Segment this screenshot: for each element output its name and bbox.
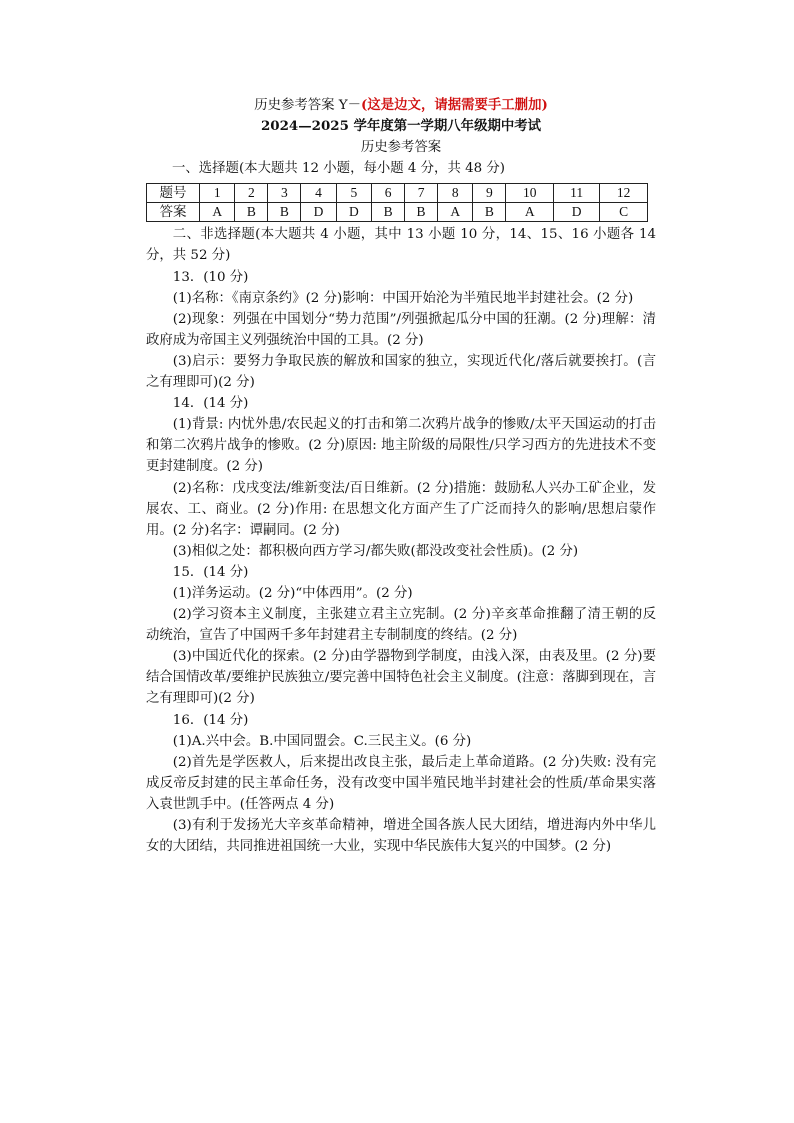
table-cell: D [336, 203, 371, 222]
q16-part1: (1)A.兴中会。B.中国同盟会。C.三民主义。(6 分) [172, 733, 472, 749]
table-cell: B [473, 203, 506, 222]
q14-title: 14．(14 分) [172, 396, 249, 412]
q16-title: 16．(14 分) [172, 712, 249, 728]
table-cell: B [268, 203, 301, 222]
q13-title: 13．(10 分) [172, 269, 249, 285]
q16-part3: (3)有利于发扬光大辛亥革命精神，增进全国各族人民大团结，增进海内外中华儿女的大团结，共同推进祖国统一大业，实现中华民族伟大复兴的中国梦。(2 分) [146, 818, 656, 855]
table-cell: D [554, 203, 600, 222]
table-cell: A [438, 203, 473, 222]
table-row [147, 203, 648, 222]
table-cell: 9 [473, 184, 506, 203]
q15-part1: (1)洋务运动。(2 分)“中体西用”。(2 分) [172, 585, 413, 601]
answer-document [146, 95, 656, 857]
q15-title: 15．(14 分) [172, 564, 249, 580]
table-cell: B [235, 203, 268, 222]
edge-note-text: 历史参考答案 Y－ [254, 98, 362, 113]
q14-part3: (3)相似之处：都积极向西方学习/都失败(都没改变社会性质)。(2 分) [172, 543, 579, 559]
exam-title: 2024—2025 学年度第一学期八年级期中考试 [260, 118, 542, 135]
table-cell: 10 [506, 184, 554, 203]
table-cell: 8 [438, 184, 473, 203]
edge-note-line [146, 95, 656, 116]
table-cell: C [600, 203, 648, 222]
table-row [147, 184, 648, 203]
q16-part2: (2)首先是学医救人，后来提出改良主张，最后走上革命道路。(2 分)失败: 没有完成反帝反封建的民主革命任务，没有改变中国半殖民地半封建社会的性质/革命果实落入袁世凯手中。(任答两点 4 分) [146, 754, 656, 812]
table-cell: 7 [405, 184, 438, 203]
q13-part2: (2)现象：列强在中国划分“势力范围”/列强掀起瓜分中国的狂潮。(2 分)理解：清政府成为帝国主义列强统治中国的工具。(2 分) [146, 311, 656, 348]
table-cell: B [372, 203, 405, 222]
q13-part3: (3)启示：要努力争取民族的解放和国家的独立，实现近代化/落后就要挨打。(言之有理即可)(2 分) [146, 353, 656, 391]
table-cell: 2 [235, 184, 268, 203]
row-label-answer: 答案 [147, 203, 200, 222]
table-cell: D [301, 203, 336, 222]
table-cell: 4 [301, 184, 336, 203]
row-label-number: 题号 [147, 184, 200, 203]
answer-table [146, 183, 648, 222]
table-cell: 11 [554, 184, 600, 203]
q15-part2: (2)学习资本主义制度，主张建立君主立宪制。(2 分)辛亥革命推翻了清王朝的反动统治，宣告了中国两千多年封建君主专制制度的终结。(2 分) [146, 607, 656, 644]
section1-heading: 一、选择题(本大题共 12 小题，每小题 4 分，共 48 分) [172, 161, 506, 177]
section2-heading: 二、非选择题(本大题共 4 小题，其中 13 小题 10 分，14、15、16 小题各 14 分，共 52 分) [146, 227, 656, 264]
q14-part2: (2)名称：戊戌变法/维新变法/百日维新。(2 分)措施：鼓励私人兴办工矿企业，发展农、工、商业。(2 分)作用: 在思想文化方面产生了广泛而持久的影响/思想启蒙作用。(2 分)名字：谭嗣同。(2 分) [146, 480, 656, 538]
q13-part1: (1)名称：《南京条约》(2 分)影响：中国开始沦为半殖民地半封建社会。(2 分) [172, 290, 634, 306]
table-cell: A [506, 203, 554, 222]
table-cell: B [405, 203, 438, 222]
q15-part3: (3)中国近代化的探索。(2 分)由学器物到学制度，由浅入深，由表及里。(2 分)要结合国情改革/要维护民族独立/要完善中国特色社会主义制度。(注意：落脚到现在，言之有理即可)(2 分) [146, 649, 656, 707]
table-cell: 3 [268, 184, 301, 203]
table-cell: 1 [200, 184, 235, 203]
table-cell: A [200, 203, 235, 222]
edge-note-red: (这是边文，请据需要手工删加) [361, 97, 548, 113]
q14-part1: (1)背景: 内忧外患/农民起义的打击和第二次鸦片战争的惨败/太平天国运动的打击和第二次鸦片战争的惨败。(2 分)原因: 地主阶级的局限性/只学习西方的先进技术不变更封建制度。(2 分) [146, 417, 656, 475]
doc-title: 历史参考答案 [360, 140, 442, 156]
table-cell: 6 [372, 184, 405, 203]
table-cell: 5 [336, 184, 371, 203]
table-cell: 12 [600, 184, 648, 203]
